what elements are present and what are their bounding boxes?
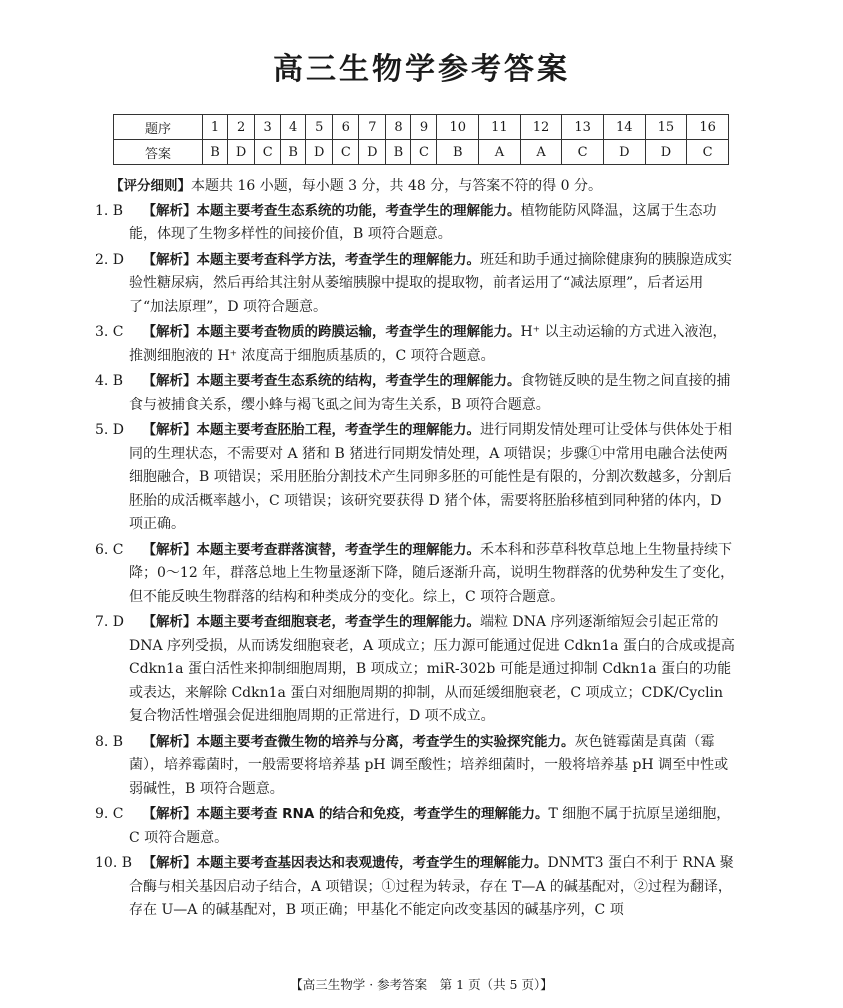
answer-cell: C <box>411 140 437 165</box>
question-number-cell: 6 <box>333 115 359 140</box>
question-number-cell: 1 <box>203 115 228 140</box>
analysis-tag: 【解析】 <box>142 855 197 871</box>
analysis-tag: 【解析】 <box>142 202 197 219</box>
answer-explanations <box>95 175 737 925</box>
item-lead: 本题主要考查胚胎工程，考查学生的理解能力。 <box>196 422 480 438</box>
rubric-text: 本题共 16 小题，每小题 3 分，共 48 分，与答案不符的得 0 分。 <box>191 178 603 194</box>
explanation-item <box>95 249 737 320</box>
table-row-header: 答案 <box>114 140 203 165</box>
question-number-cell: 2 <box>228 115 255 140</box>
item-lead: 本题主要考查科学方法，考查学生的理解能力。 <box>196 251 480 268</box>
answer-cell: D <box>645 140 687 165</box>
answer-cell: B <box>386 140 411 165</box>
item-text: 食物链反映的是生物之间直接的捕食与被捕食关系，缨小蜂与褐飞虱之间为寄生关系，B 项符合题意。 <box>129 373 731 413</box>
item-lead: 本题主要考查基因表达和表观遗传，考查学生的理解能力。 <box>196 855 548 871</box>
item-text: 端粒 DNA 序列逐渐缩短会引起正常的 DNA 序列受损，从而诱发细胞衰老，A 项成立；压力源可能通过促进 Cdkn1a 蛋白的合成或提高 Cdkn1a 蛋白活性来抑制细胞周期，B 项成立；miR-302b 可能是通过抑制 Cdkn1a 蛋白的功能或表达，来解除 Cdkn1a 蛋白对细胞周期的抑制，从而延缓细胞衰老，C 项成立；CDK/Cyclin 复合物活性增强会促进细胞周期的正常进行，D 项不成立。 <box>129 614 735 724</box>
table-row-header: 题序 <box>114 115 203 140</box>
explanation-item <box>95 419 737 537</box>
answer-cell: B <box>437 140 479 165</box>
explanation-item <box>95 852 737 923</box>
answer-table <box>113 114 729 165</box>
item-number: 7. D <box>95 614 125 630</box>
item-number: 9. C <box>95 806 124 822</box>
question-number-cell: 4 <box>281 115 306 140</box>
answer-cell: A <box>479 140 521 165</box>
explanation-item <box>95 731 737 802</box>
question-number-cell: 9 <box>411 115 437 140</box>
question-number-cell: 11 <box>479 115 521 140</box>
table-row-answers <box>114 140 729 165</box>
analysis-tag: 【解析】 <box>142 422 197 438</box>
analysis-tag: 【解析】 <box>142 614 197 630</box>
answer-cell: D <box>603 140 645 165</box>
item-lead: 本题主要考查细胞衰老，考查学生的理解能力。 <box>196 614 480 630</box>
answer-cell: C <box>687 140 729 165</box>
page-title: 高三生物学参考答案 <box>273 52 570 87</box>
question-number-cell: 15 <box>645 115 687 140</box>
answer-cell: A <box>520 140 562 165</box>
answer-cell: C <box>562 140 604 165</box>
item-text: T 细胞不属于抗原呈递细胞，C 项符合题意。 <box>129 806 731 846</box>
item-text: 植物能防风降温，这属于生态功能，体现了生物多样性的间接价值，B 项符合题意。 <box>129 202 717 242</box>
item-text: 灰色链霉菌是真菌（霉菌），培养霉菌时，一般需要将培养基 pH 调至酸性；培养细菌时，一般将培养基 pH 调至中性或弱碱性，B 项符合题意。 <box>129 733 729 797</box>
item-number: 5. D <box>95 422 125 438</box>
item-lead: 本题主要考查生态系统的功能，考查学生的理解能力。 <box>196 202 521 219</box>
analysis-tag: 【解析】 <box>142 324 197 340</box>
item-number: 2. D <box>95 251 125 268</box>
analysis-tag: 【解析】 <box>142 373 197 389</box>
item-text: 进行同期发情处理可让受体与供体处于相同的生理状态，不需要对 A 猪和 B 猪进行同期发情处理，A 项错误；步骤①中常用电融合法使两细胞融合，B 项错误；采用胚胎分割技术产生同卵多胚的可能性是有限的，分割次数越多，分割后胚胎的成活概率越小，C 项错误；该研究要获得 D 猪个体，需要将胚胎移植到同种猪的体内，D 项正确。 <box>129 422 732 532</box>
explanation-item <box>95 611 737 729</box>
question-number-cell: 14 <box>603 115 645 140</box>
question-number-cell: 10 <box>437 115 479 140</box>
page-footer: 【高三生物学 · 参考答案 第 1 页（共 5 页）】 <box>290 977 553 992</box>
item-text: 禾本科和莎草科牧草总地上生物量持续下降；0～12 年，群落总地上生物量逐渐下降，随后逐渐升高，说明生物群落的优势种发生了变化，但不能反映生物群落的结构和种类成分的变化。综上，C 项符合题意。 <box>129 541 735 605</box>
item-lead: 本题主要考查微生物的培养与分离，考查学生的实验探究能力。 <box>196 733 575 750</box>
answer-cell: D <box>306 140 333 165</box>
item-number: 1. B <box>95 202 124 219</box>
explanation-item <box>95 200 737 247</box>
item-text: DNMT3 蛋白不利于 RNA 聚合酶与相关基因启动子结合，A 项错误；①过程为转录，存在 T—A 的碱基配对，②过程为翻译，存在 U—A 的碱基配对，B 项正确；甲基化不能定向改变基因的碱基序列，C 项 <box>129 855 734 918</box>
question-number-cell: 16 <box>687 115 729 140</box>
explanation-item <box>95 803 737 850</box>
item-lead: 本题主要考查群落演替，考查学生的理解能力。 <box>196 541 480 558</box>
question-number-cell: 7 <box>359 115 386 140</box>
question-number-cell: 13 <box>562 115 604 140</box>
item-lead: 本题主要考查 RNA 的结合和免疫，考查学生的理解能力。 <box>196 806 549 822</box>
explanation-item <box>95 539 737 610</box>
answer-cell: C <box>333 140 359 165</box>
answer-cell: C <box>255 140 281 165</box>
analysis-tag: 【解析】 <box>142 806 197 822</box>
answer-cell: D <box>228 140 255 165</box>
answer-cell: D <box>359 140 386 165</box>
question-number-cell: 12 <box>520 115 562 140</box>
analysis-tag: 【解析】 <box>142 251 197 268</box>
explanation-item <box>95 321 737 368</box>
question-number-cell: 3 <box>255 115 281 140</box>
answer-cell: B <box>281 140 306 165</box>
rubric-label: 【评分细则】 <box>110 178 191 194</box>
table-row-numbers <box>114 115 729 140</box>
item-text: 班廷和助手通过摘除健康狗的胰腺造成实验性糖尿病，然后再给其注射从萎缩胰腺中提取的提取物，前者运用了“减法原理”，后者运用了“加法原理”，D 项符合题意。 <box>129 251 732 315</box>
item-lead: 本题主要考查生态系统的结构，考查学生的理解能力。 <box>196 373 521 389</box>
item-number: 8. B <box>95 733 124 750</box>
item-lead: 本题主要考查物质的跨膜运输，考查学生的理解能力。 <box>196 324 521 340</box>
analysis-tag: 【解析】 <box>142 733 197 750</box>
item-number: 4. B <box>95 373 124 389</box>
question-number-cell: 5 <box>306 115 333 140</box>
item-number: 6. C <box>95 541 124 558</box>
item-text: H⁺ 以主动运输的方式进入液泡，推测细胞液的 H⁺ 浓度高于细胞质基质的，C 项符合题意。 <box>129 324 727 364</box>
question-number-cell: 8 <box>386 115 411 140</box>
answer-cell: B <box>203 140 228 165</box>
item-number: 3. C <box>95 324 124 340</box>
item-number: 10. B <box>95 855 133 871</box>
analysis-tag: 【解析】 <box>142 541 197 558</box>
explanation-item <box>95 370 737 417</box>
scoring-rubric <box>110 175 737 199</box>
